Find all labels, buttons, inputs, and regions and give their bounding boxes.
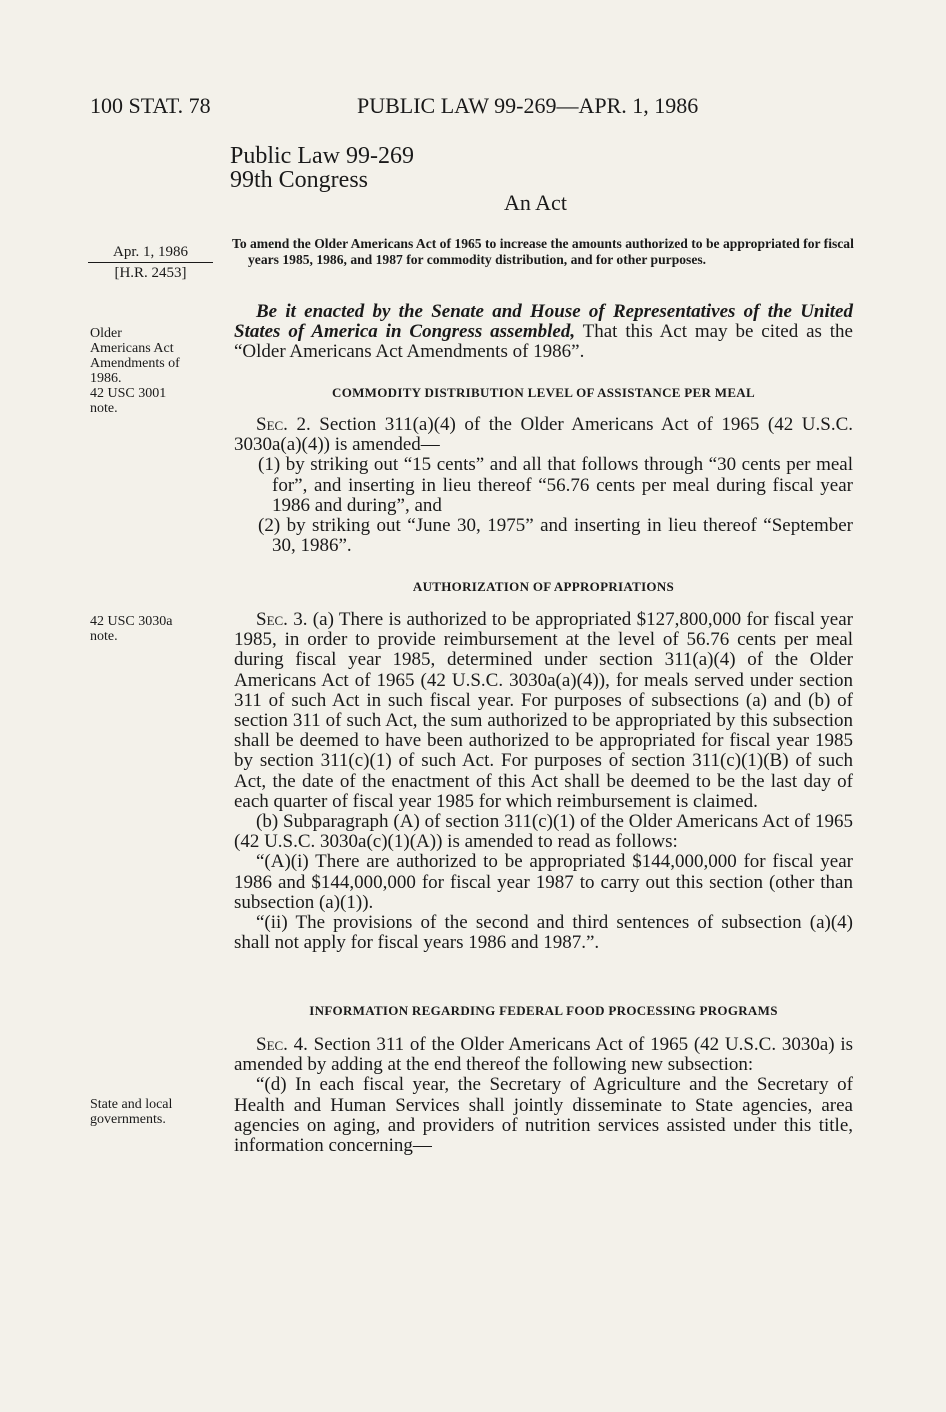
approval-date: Apr. 1, 1986: [88, 242, 213, 263]
sec3-para-a: (a) There is authorized to be appropriated $127,800,000 for fiscal year 1985, in order to provide reimbursement at the level of 56.76 cents per meal during fiscal year 1985, determined under section 311(a)(4) of the Older Americans Act of 1965 (42 U.S.C. 3030a(a)(4)), for meals served under section 311 of such Act in such fiscal year. For purposes of subsections (a) and (b) of section 311 of such Act, the sum authorized to be appropriated by this subsection shall be deemed to have been authorized to be appropriated for fiscal year 1985 by section 311(c)(1) of such Act. For purposes of section 311(c)(1)(B) of such Act, the date of the enactment of this Act shall be deemed to be the last day of each quarter of fiscal year 1985 for which reimbursement is claimed.: [234, 609, 853, 812]
bill-number: [H.R. 2453]: [114, 265, 187, 281]
act-heading: An Act: [504, 190, 567, 215]
sec4-intro: Section 311 of the Older Americans Act of 1965 (42 U.S.C. 3030a) is amended by adding at the end thereof the following new subsection:: [234, 1034, 853, 1076]
congress: 99th Congress: [230, 167, 368, 193]
sec3-para-b: (b) Subparagraph (A) of section 311(c)(1) of the Older Americans Act of 1965 (42 U.S.C. 3030a(c)(1)(A)) is amended to read as follows:: [234, 811, 853, 853]
short-title-text: That this Act may be cited as the “Older Americans Act Amendments of 1986”.: [234, 321, 853, 363]
enacting-clause: [234, 302, 853, 363]
sec2-label: Sec. 2.: [256, 414, 311, 435]
margin-note-short-title: [90, 326, 180, 416]
sec3-quote-i: “(A)(i) There are authorized to be appropriated $144,000,000 for fiscal year 1986 and $144,000,000 for fiscal year 1987 to carry out this section (other than subsection (a)(1)).: [234, 851, 853, 913]
law-number: Public Law 99-269: [230, 143, 414, 169]
sec4-body: [234, 1035, 853, 1156]
margin-line: 42 USC 3030a: [90, 614, 173, 629]
margin-line: note.: [90, 401, 118, 416]
sec4-heading: INFORMATION REGARDING FEDERAL FOOD PROCESSING PROGRAMS: [309, 1003, 778, 1018]
date-bill-note: [88, 242, 213, 283]
sec3-heading: AUTHORIZATION OF APPROPRIATIONS: [412, 579, 675, 594]
margin-line: Older: [90, 326, 122, 341]
sec2-intro: Section 311(a)(4) of the Older Americans Act of 1965 (42 U.S.C. 3030a(a)(4)) is amended—: [234, 414, 854, 456]
running-title: PUBLIC LAW 99-269—APR. 1, 1986: [357, 93, 699, 118]
enacting-formula: Be it enacted by the Senate and House of Representatives of the United States of America in Congress assembled,: [234, 301, 853, 343]
page-reference: 100 STAT. 78: [90, 93, 211, 118]
margin-line: 42 USC 3001: [90, 386, 167, 401]
sec3-quote-ii: “(ii) The provisions of the second and third sentences of subsection (a)(4) shall not apply for fiscal years 1986 and 1987.”.: [234, 912, 853, 954]
sec3-label: Sec. 3.: [256, 609, 308, 630]
margin-note-3030a: [90, 614, 172, 644]
sec3-body: [234, 610, 853, 953]
margin-line: note.: [90, 629, 118, 644]
margin-line: Amendments of: [90, 356, 180, 371]
sec4-label: Sec. 4.: [256, 1034, 308, 1055]
margin-note-state-local: [90, 1097, 172, 1127]
margin-line: governments.: [90, 1112, 166, 1127]
sec2-item-2: (2) by striking out “June 30, 1975” and inserting in lieu thereof “September 30, 1986”.: [258, 515, 853, 557]
sec4-quote-d: “(d) In each fiscal year, the Secretary of Agriculture and the Secretary of Health and Human Services shall jointly disseminate to State agencies, area agencies on aging, and providers of nutrition services assisted under this title, information concerning—: [234, 1074, 853, 1157]
sec2-item-1: (1) by striking out “15 cents” and all that follows through “30 cents per meal for”, and inserting in lieu thereof “56.76 cents per meal during fiscal year 1986 and during”, and: [258, 454, 853, 516]
sec2-heading: COMMODITY DISTRIBUTION LEVEL OF ASSISTANCE PER MEAL: [332, 385, 755, 400]
margin-line: Americans Act: [90, 341, 174, 356]
margin-line: 1986.: [90, 371, 122, 386]
sec2-body: [234, 415, 853, 556]
act-purpose: To amend the Older Americans Act of 1965 to increase the amounts authorized to be appropriated for fiscal years 1985, 1986, and 1987 for commodity distribution, and for other purposes.: [232, 236, 854, 267]
margin-line: State and local: [90, 1097, 173, 1112]
